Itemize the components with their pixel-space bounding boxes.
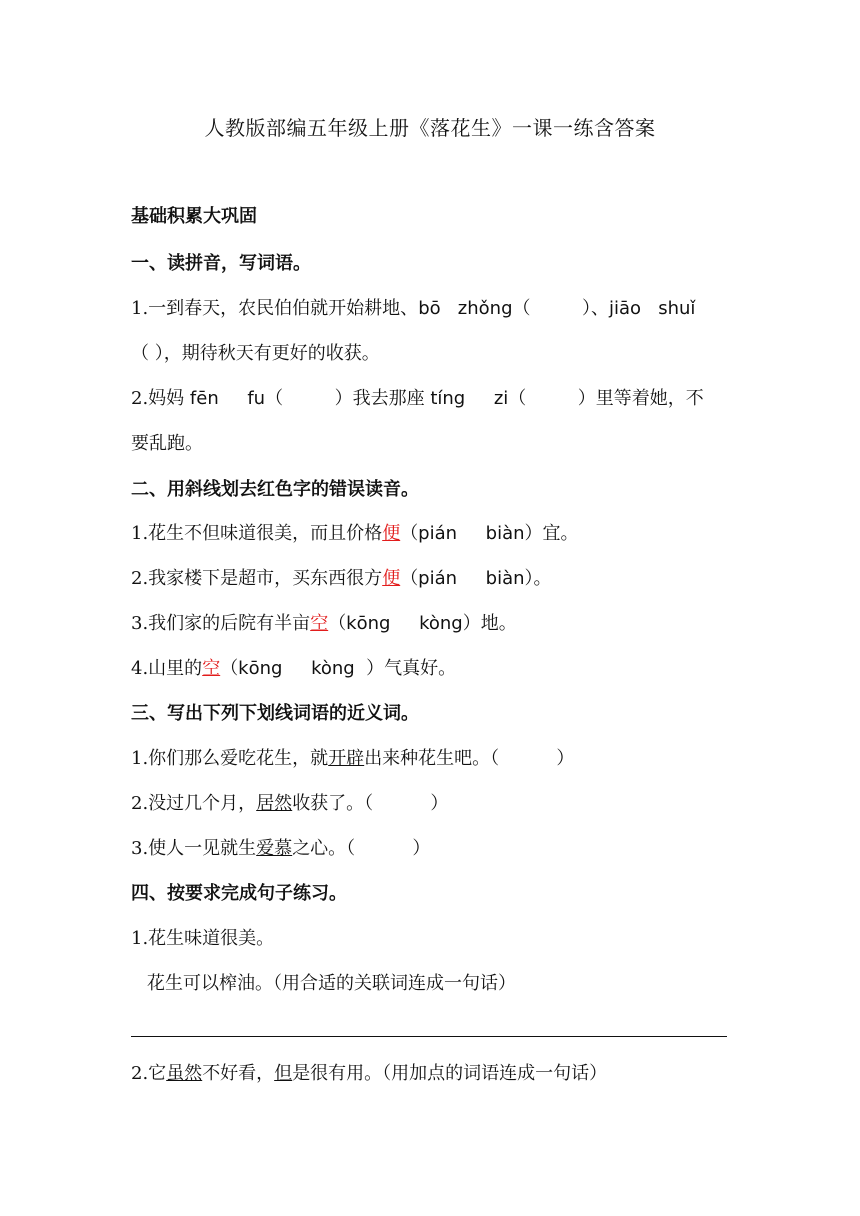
q3-underlined-word: 居然 xyxy=(256,793,293,814)
q2-pinyin-options: （kōng kòng） xyxy=(328,613,481,634)
q2-item-text: 2.我家楼下是超市，买东西很方 xyxy=(131,568,383,589)
q3-item-tail: 出来种花生吧。（ ） xyxy=(364,748,575,769)
q1-item2-cont: 要乱跑。 xyxy=(131,433,203,454)
q3-item-3 xyxy=(131,835,430,863)
q2-item-text: 4.山里的 xyxy=(131,658,203,679)
q4-item1-line1: 1.花生味道很美。 xyxy=(131,928,275,949)
q3-underlined-word: 开辟 xyxy=(328,748,365,769)
q3-item-text: 1.你们那么爱吃花生，就 xyxy=(131,748,329,769)
q2-item-tail: 。 xyxy=(533,568,552,589)
page-title: 人教版部编五年级上册《落花生》一课一练含答案 xyxy=(204,116,656,140)
q2-item-tail: 气真好。 xyxy=(384,658,457,679)
q4-item2 xyxy=(131,1060,607,1088)
q4-item2-text: 2.它 xyxy=(131,1063,167,1084)
q2-item-text: 3.我们家的后院有半亩 xyxy=(131,613,311,634)
q2-pinyin-options: （kōng kòng ） xyxy=(220,658,385,679)
q1-item1-text-a: 1.一到春天，农民伯伯就开始耕地、 xyxy=(131,298,419,319)
q1-item1-blank-1: （ ）、 xyxy=(512,298,609,319)
q3-item-tail: 之心。（ ） xyxy=(292,838,431,859)
q3-item-tail: 收获了。（ ） xyxy=(292,793,449,814)
q1-item2-blank-1: （ ）我去那座 xyxy=(265,388,431,409)
q1-item2-blank-2: （ ）里等着她，不 xyxy=(508,388,704,409)
q2-item-tail: 地。 xyxy=(480,613,517,634)
q2-item-1 xyxy=(131,520,579,548)
q2-pinyin-options: （pián biàn） xyxy=(400,523,543,544)
q4-underlined-word-1: 虽然 xyxy=(166,1063,203,1084)
q2-item-3 xyxy=(131,610,517,638)
q2-red-char: 空 xyxy=(202,658,221,679)
q4-item2-text-tail: 是很有用。（用加点的词语连成一句话） xyxy=(292,1063,608,1084)
q1-item2 xyxy=(131,385,704,413)
q1-item1-pinyin-1: bō zhǒng xyxy=(418,298,513,319)
q2-pinyin-options: （pián biàn） xyxy=(400,568,534,589)
q3-item-text: 3.使人一见就生 xyxy=(131,838,257,859)
q1-item1-cont: （ ），期待秋天有更好的收获。 xyxy=(131,343,380,364)
q2-item-text: 1.花生不但味道很美，而且价格 xyxy=(131,523,383,544)
q2-item-tail: 宜。 xyxy=(542,523,579,544)
q2-red-char: 空 xyxy=(310,613,329,634)
q4-heading: 四、按要求完成句子练习。 xyxy=(131,883,347,904)
q3-item-2 xyxy=(131,790,448,818)
q3-item-1 xyxy=(131,745,574,773)
section-title: 基础积累大巩固 xyxy=(131,206,257,227)
q1-item2-pinyin-2: tíng zi xyxy=(430,388,509,409)
q1-item2-text-a: 2.妈妈 xyxy=(131,388,190,409)
q4-item1-line2: 花生可以榨油。（用合适的关联词连成一句话） xyxy=(147,973,516,994)
q2-item-4 xyxy=(131,655,456,683)
q3-item-text: 2.没过几个月， xyxy=(131,793,257,814)
q2-heading: 二、用斜线划去红色字的错误读音。 xyxy=(131,479,419,500)
answer-line xyxy=(131,1036,727,1037)
q3-heading: 三、写出下列下划线词语的近义词。 xyxy=(131,703,419,724)
q2-red-char: 便 xyxy=(382,568,401,589)
q4-underlined-word-2: 但 xyxy=(274,1063,293,1084)
q1-item1-pinyin-2: jiāo shuǐ xyxy=(609,298,696,319)
q1-heading: 一、读拼音，写词语。 xyxy=(131,253,311,274)
q1-item2-pinyin-1: fēn fu xyxy=(189,388,266,409)
q2-red-char: 便 xyxy=(382,523,401,544)
q3-underlined-word: 爱慕 xyxy=(256,838,293,859)
q1-item1 xyxy=(131,295,695,323)
q4-item2-text-mid: 不好看， xyxy=(202,1063,275,1084)
q2-item-2 xyxy=(131,565,552,593)
